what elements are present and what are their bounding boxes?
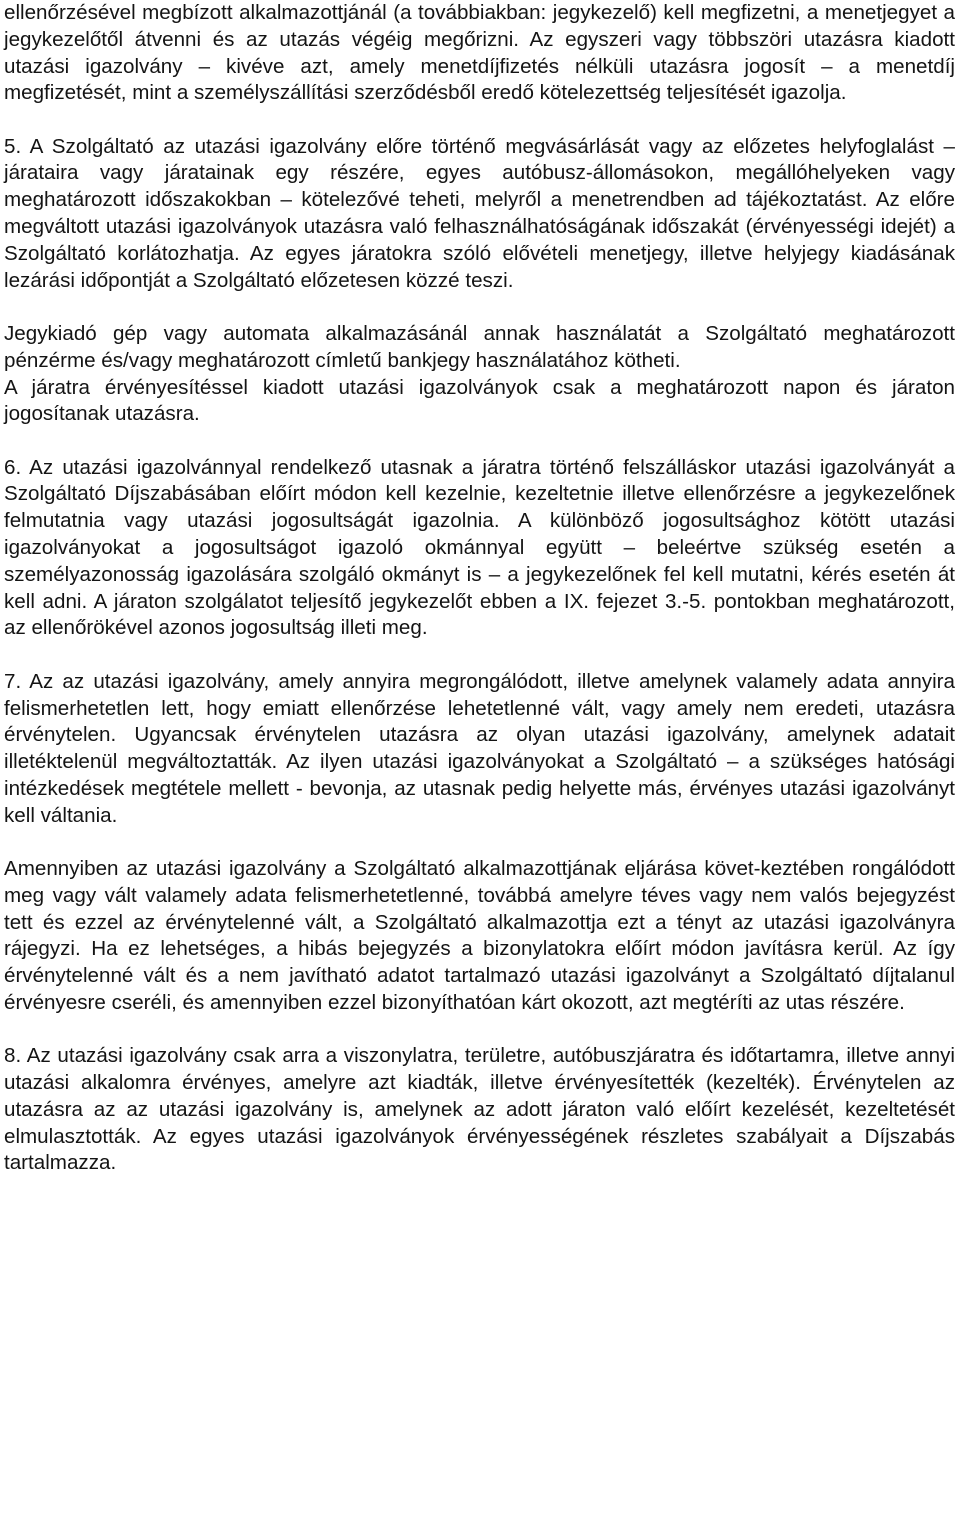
paragraph-gap <box>4 107 955 134</box>
section-number: 7. <box>4 669 22 693</box>
paragraph-gap <box>4 294 955 321</box>
paragraph-gap <box>4 428 955 455</box>
paragraph-text: Jegykiadó gép vagy automata alkalmazásánál annak használatát a Szolgáltató meghatározott pénzérme és/vagy meghatározott címletű bankjegy használatához kötheti. <box>4 321 955 372</box>
paragraph-ticket-purchase <box>4 0 955 107</box>
paragraph-gap <box>4 1017 955 1044</box>
paragraph-text: Az utazási igazolvány csak arra a viszonylatra, területre, autóbuszjáratra és időtartamra, illetve annyi utazási alkalomra érvényes, amelyre azt kiadták, illetve érvényesítették (kezelték). Érvénytelen az utazásra az az utazási igazolvány is, amelynek az adott járaton való előírt kezelését, kezeltetését elmulasztották. Az egyes utazási igazolványok érvényességének részletes szabályait a Díjszabás tartalmazza. <box>4 1044 955 1175</box>
paragraph-text: Az az utazási igazolvány, amely annyira megrongálódott, illetve amelynek valamely adata annyira felismerhetetlen lett, hogy emiatt ellenőrzése lehetetlenné vált, vagy amely nem eredeti, utazásra érvénytelen. Ugyancsak érvénytelen utazásra az olyan utazási igazolvány, amelynek adatait illetéktelenül megváltoztatták. Az ilyen utazási igazolványokat a Szolgáltató – a szükséges hatósági intézkedések megtétele mellett - bevonja, az utasnak pedig helyette más, érvényes utazási igazolványt kell váltania. <box>4 669 955 827</box>
paragraph-ticket-machine <box>4 321 955 375</box>
paragraph-gap <box>4 830 955 857</box>
paragraph-section-5 <box>4 134 955 295</box>
paragraph-section-7 <box>4 669 955 830</box>
paragraph-text: A Szolgáltató az utazási igazolvány előre történő megvásárlását vagy az előzetes helyfoglalást – járataira vagy járatainak egy részére, egyes autóbusz-állomásokon, megállóhelyeken vagy meghatározott időszakokban – kötelezővé teheti, melyről a menetrendben ad tájékoztatást. Az előre megváltott utazási igazolványok utazásra való felhasználhatóságának időszakát (érvényességi idejét) a Szolgáltató korlátozhatja. Az egyes járatokra szóló elővételi menetjegy, illetve helyjegy kiadásának lezárási időpontját a Szolgáltató előzetesen közzé teszi. <box>4 134 955 292</box>
paragraph-text: ellenőrzésével megbízott alkalmazottjánál (a továbbiakban: jegykezelő) kell megfizetni, a menetjegyet a jegykezelőtől átvenni és az utazás végéig megőrizni. Az egyszeri vagy többszöri utazásra kiadott utazási igazolvány – kivéve azt, amely menetdíjfizetés nélküli utazásra jogosít – a menetdíj megfizetését, mint a személyszállítási szerződésből eredő kötelezettség teljesítését igazolja. <box>4 1 955 105</box>
section-number: 5. <box>4 134 22 158</box>
paragraph-validation <box>4 375 955 429</box>
paragraph-text: Az utazási igazolvánnyal rendelkező utasnak a járatra történő felszálláskor utazási igazolványát a Szolgáltató Díjszabásában előírt módon kell kezelnie, kezeltetnie illetve ellenőrzésre a jegykezelőnek felmutatnia vagy utazási jogosultságát igazolnia. A különböző jogosultsághoz kötött utazási igazolványokat a jogosultságot igazoló okmánnyal együtt – beleértve szükség esetén a személyazonosság igazolására szolgáló okmányt is – a jegykezelőnek fel kell mutatni, kérés esetén át kell adni. A járaton szolgálatot teljesítő jegykezelőt ebben a IX. fejezet 3.-5. pontokban meghatározott, az ellenőrökével azonos jogosultság illeti meg. <box>4 455 955 640</box>
paragraph-gap <box>4 642 955 669</box>
section-number: 8. <box>4 1044 22 1068</box>
paragraph-section-6 <box>4 455 955 643</box>
section-number: 6. <box>4 455 22 479</box>
paragraph-text: A járatra érvényesítéssel kiadott utazási igazolványok csak a meghatározott napon és járaton jogosítanak utazásra. <box>4 375 955 426</box>
paragraph-damaged-ticket <box>4 856 955 1017</box>
paragraph-section-8 <box>4 1043 955 1177</box>
document-page <box>4 0 955 1177</box>
paragraph-text: Amennyiben az utazási igazolvány a Szolgáltató alkalmazottjának eljárása követ-keztében rongálódott meg vagy vált valamely adata felismerhetetlenné, továbbá amelyre téves vagy nem valós bejegyzést tett és ezzel az érvénytelenné vált, a Szolgáltató alkalmazottja ezt a tényt az utazási igazolványra rájegyzi. Ha ez lehetséges, a hibás bejegyzés a bizonylatokra előírt módon javításra kerül. Az így érvénytelenné vált és a nem javítható adatot tartalmazó utazási igazolványt a Szolgáltató díjtalanul érvényesre cseréli, és amennyiben ezzel bizonyíthatóan kárt okozott, azt megtéríti az utas részére. <box>4 857 955 1014</box>
